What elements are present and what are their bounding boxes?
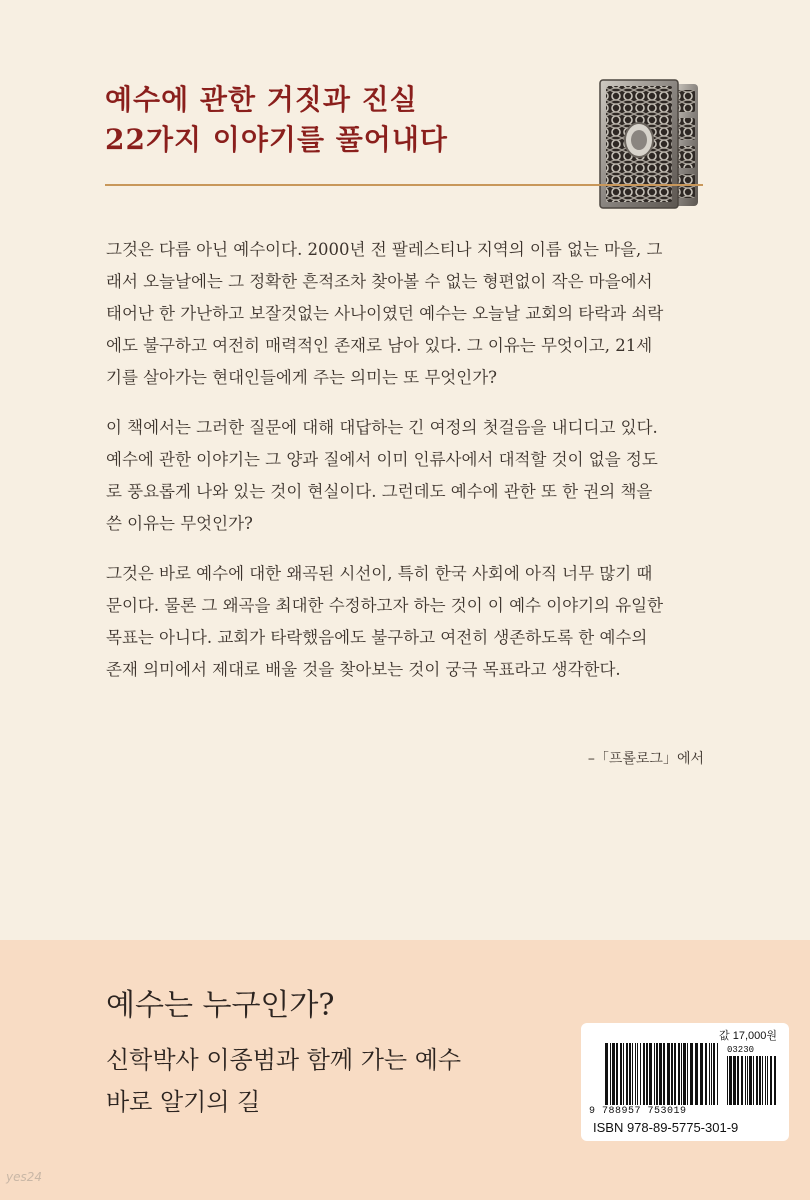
- barcode-bar: [635, 1043, 636, 1105]
- divider-rule: [105, 184, 703, 186]
- paragraph-line: 예수에 관한 이야기는 그 양과 질에서 이미 인류사에서 대적할 것이 없을 정도: [106, 450, 658, 469]
- barcode-bar: [756, 1056, 758, 1105]
- barcode-bar: [759, 1056, 761, 1105]
- paragraph-line: 문이다. 물론 그 왜곡을 최대한 수정하고자 하는 것이 이 예수 이야기의 유일한: [106, 596, 664, 615]
- barcode-panel: [581, 1023, 789, 1141]
- barcode-bar: [632, 1043, 633, 1105]
- barcode-bar: [612, 1043, 615, 1105]
- paragraph-line: 로 풍요롭게 나와 있는 것이 현실이다. 그런데도 예수에 관한 또 한 권의 책을: [106, 482, 653, 501]
- barcode-bar: [765, 1056, 766, 1105]
- barcode-bar: [683, 1043, 686, 1105]
- barcode-bar: [713, 1043, 715, 1105]
- barcode-bar: [678, 1043, 680, 1105]
- paragraph-line: 존재 의미에서 제대로 배울 것을 찾아보는 것이 궁극 목표라고 생각한다.: [106, 660, 621, 679]
- barcode-addon-icon: [727, 1056, 779, 1105]
- barcode-bar: [727, 1056, 728, 1105]
- barcode-bar: [674, 1043, 676, 1105]
- subtitle-line-1: 신학박사 이종범과 함께 가는 예수: [106, 1046, 462, 1074]
- barcode-bar: [729, 1056, 732, 1105]
- barcode-bar: [646, 1043, 648, 1105]
- paragraph-line: 그것은 바로 예수에 대한 왜곡된 시선이, 특히 한국 사회에 아직 너무 많기 때: [106, 564, 653, 583]
- paragraph-line: 이 책에서는 그러한 질문에 대해 대답하는 긴 여정의 첫걸음을 내디디고 있다.: [106, 418, 658, 437]
- paragraph-line: 목표는 아니다. 교회가 타락했음에도 불구하고 여전히 생존하도록 한 예수의: [106, 628, 648, 647]
- barcode-bar: [741, 1056, 743, 1105]
- barcode-bar: [681, 1043, 682, 1105]
- barcode-bar: [623, 1043, 624, 1105]
- price-label: 값 17,000원: [719, 1030, 777, 1042]
- barcode-bar: [774, 1056, 776, 1105]
- paragraph-1: [106, 234, 706, 394]
- barcode-bar: [709, 1043, 710, 1105]
- barcode-bar: [700, 1043, 703, 1105]
- barcode-bar: [690, 1043, 693, 1105]
- barcode-bar: [626, 1043, 628, 1105]
- attribution: –「프롤로그」에서: [587, 751, 704, 767]
- barcode-bar: [749, 1056, 752, 1105]
- barcode-bar: [637, 1043, 638, 1105]
- headline-line-2: 22가지 이야기를 풀어내다: [105, 123, 448, 156]
- barcode-bar: [654, 1043, 655, 1105]
- barcode-bar: [659, 1043, 662, 1105]
- addon-code: 03230: [727, 1045, 755, 1055]
- blurb-body: [106, 234, 706, 704]
- paragraph-line: 그것은 다름 아닌 예수이다. 2000년 전 팔레스티나 지역의 이름 없는 마을, 그: [106, 240, 663, 259]
- barcode-bar: [629, 1043, 631, 1105]
- isbn-label: ISBN 978-89-5775-301-9: [593, 1120, 739, 1135]
- paragraph-line: 기를 살아가는 현대인들에게 주는 의미는 또 무엇인가?: [106, 368, 497, 387]
- barcode-bar: [705, 1043, 707, 1105]
- headline-line-1: 예수에 관한 거짓과 진실: [105, 83, 418, 116]
- paragraph-3: [106, 558, 706, 686]
- barcode-bar: [733, 1056, 736, 1105]
- barcode-bar: [745, 1056, 746, 1105]
- subtitle-line-2: 바로 알기의 길: [106, 1088, 261, 1116]
- barcode-bar: [753, 1056, 754, 1105]
- barcode-bar: [737, 1056, 739, 1105]
- tagline: 예수는 누구인가?: [106, 988, 335, 1023]
- paragraph-2: [106, 412, 706, 540]
- paragraph-line: 래서 오늘날에는 그 정확한 흔적조차 찾아볼 수 없는 형편없이 작은 마을에서: [106, 272, 653, 291]
- barcode-bar: [616, 1043, 618, 1105]
- paragraph-line: 쓴 이유는 무엇인가?: [106, 514, 253, 533]
- barcode-bar: [717, 1043, 718, 1105]
- barcode-bar: [770, 1056, 772, 1105]
- barcode-bar: [695, 1043, 698, 1105]
- barcode-bar: [767, 1056, 768, 1105]
- barcode-bar: [656, 1043, 658, 1105]
- barcode-bar: [620, 1043, 622, 1105]
- barcode-bar: [711, 1043, 712, 1105]
- headline: [105, 80, 585, 160]
- barcode-icon: [605, 1043, 721, 1105]
- barcode-bar: [643, 1043, 645, 1105]
- barcode-bar: [649, 1043, 652, 1105]
- barcode-bar: [671, 1043, 673, 1105]
- paragraph-line: 태어난 한 가난하고 보잘것없는 사나이였던 예수는 오늘날 교회의 타락과 쇠락: [106, 304, 664, 323]
- watermark: yes24: [6, 1170, 43, 1184]
- barcode-bar: [687, 1043, 688, 1105]
- barcode-bar: [667, 1043, 670, 1105]
- barcode-bar: [640, 1043, 641, 1105]
- barcode-digits: 9 788957 753019: [589, 1106, 687, 1117]
- ornate-silver-book-icon: [598, 78, 702, 210]
- barcode-bar: [762, 1056, 763, 1105]
- barcode-bar: [610, 1043, 611, 1105]
- barcode-bar: [747, 1056, 748, 1105]
- barcode-bar: [605, 1043, 608, 1105]
- paragraph-line: 에도 불구하고 여전히 매력적인 존재로 남아 있다. 그 이유는 무엇이고, 21세: [106, 336, 653, 355]
- barcode-bar: [663, 1043, 665, 1105]
